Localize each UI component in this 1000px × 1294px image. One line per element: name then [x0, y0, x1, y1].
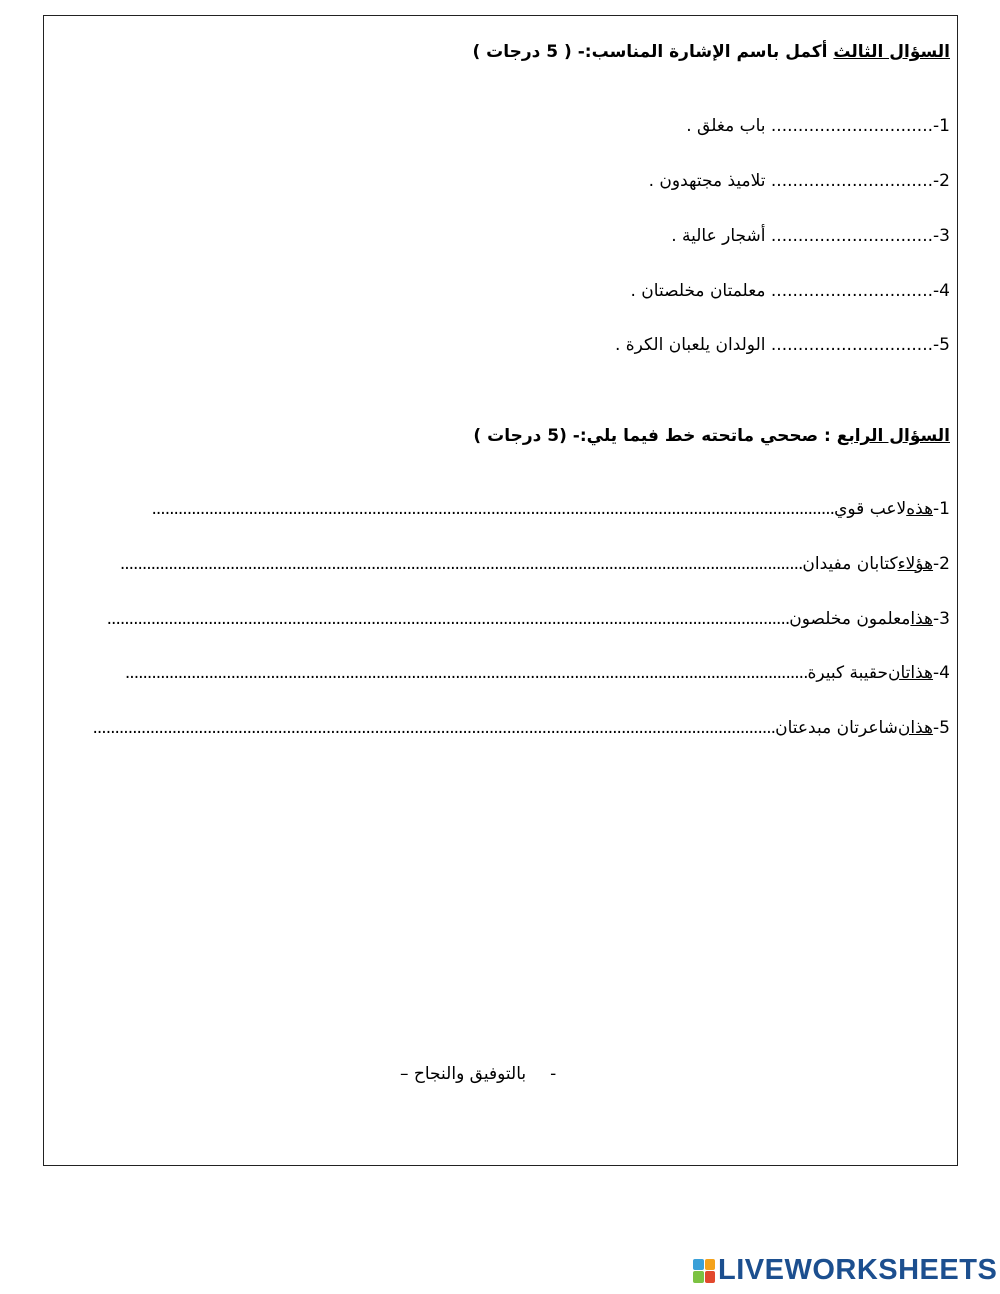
- liveworksheets-logo: [693, 1254, 997, 1287]
- q3-answer-blank[interactable]: ..............................: [770, 281, 934, 301]
- q3-item-text: أشجار عالية .: [671, 226, 771, 246]
- q3-item-1: [686, 114, 950, 138]
- q3-item-5: [615, 333, 950, 357]
- q3-item-number: 4-: [933, 281, 950, 301]
- q4-item-4: [56, 661, 950, 685]
- q4-item-1: [56, 497, 950, 521]
- q3-item-number: 5-: [933, 335, 950, 355]
- logo-square-icon: [693, 1271, 704, 1283]
- q4-item-3: [56, 607, 950, 631]
- logo-square-icon: [705, 1259, 716, 1271]
- q4-answer-blank[interactable]: ...........................................................................................................................................................: [151, 499, 835, 519]
- q4-answer-blank[interactable]: ...........................................................................................................................................................: [119, 554, 803, 574]
- q3-answer-blank[interactable]: ..............................: [770, 171, 934, 191]
- closing-note: [400, 1064, 556, 1084]
- q3-answer-blank[interactable]: ..............................: [770, 116, 934, 136]
- q3-item-4: [630, 279, 950, 303]
- logo-square-icon: [705, 1271, 716, 1283]
- closing-dash: -: [550, 1064, 557, 1084]
- q3-item-text: باب مغلق .: [686, 116, 771, 136]
- q4-answer-blank[interactable]: ...........................................................................................................................................................: [106, 609, 790, 629]
- question-4-label: السؤال الرابع: [836, 426, 950, 446]
- q4-answer-blank[interactable]: ...........................................................................................................................................................: [124, 663, 808, 683]
- q4-answer-blank[interactable]: ...........................................................................................................................................................: [92, 718, 776, 738]
- liveworksheets-mark-icon: [693, 1259, 715, 1283]
- logo-square-icon: [693, 1259, 704, 1271]
- q4-item-number: 2-: [933, 554, 950, 574]
- q4-item-text: شاعرتان مبدعتان: [775, 718, 898, 738]
- q4-underlined-word: هذا: [910, 609, 934, 629]
- closing-text: بالتوفيق والنجاح –: [400, 1064, 527, 1084]
- q4-item-text: معلمون مخلصون: [789, 609, 911, 629]
- q4-item-text: لاعب قوي: [834, 499, 907, 519]
- question-4-instruction: : صححي ماتحته خط فيما يلي:- (5 درجات ): [473, 426, 837, 446]
- q3-item-2: [649, 169, 950, 193]
- question-3-label: السؤال الثالث: [833, 42, 950, 62]
- q4-underlined-word: هذان: [897, 718, 934, 738]
- q4-item-number: 5-: [933, 718, 950, 738]
- brand-name: LIVEWORKSHEETS: [718, 1254, 998, 1286]
- q3-answer-blank[interactable]: ..............................: [770, 226, 934, 246]
- q3-item-text: تلاميذ مجتهدون .: [648, 171, 771, 191]
- q4-item-2: [56, 552, 950, 576]
- q4-item-text: حقيبة كبيرة: [807, 663, 889, 683]
- q4-item-number: 4-: [933, 663, 950, 683]
- q3-item-number: 2-: [933, 171, 950, 191]
- q4-item-number: 1-: [933, 499, 950, 519]
- question-3-instruction: أكمل باسم الإشارة المناسب:- ( 5 درجات ): [472, 42, 834, 62]
- q3-item-number: 1-: [933, 116, 950, 136]
- q4-underlined-word: هؤلاء: [897, 554, 934, 574]
- question-3-title: [472, 40, 950, 64]
- q3-item-text: الولدان يلعبان الكرة .: [614, 335, 771, 355]
- q4-item-5: [56, 716, 950, 740]
- q3-answer-blank[interactable]: ..............................: [770, 335, 934, 355]
- q3-item-3: [671, 224, 950, 248]
- q3-item-number: 3-: [933, 226, 950, 246]
- q4-underlined-word: هذاتان: [888, 663, 934, 683]
- q3-item-text: معلمتان مخلصتان .: [630, 281, 771, 301]
- question-4-title: [473, 424, 950, 448]
- q4-item-text: كتابان مفيدان: [802, 554, 898, 574]
- q4-underlined-word: هذه: [906, 499, 934, 519]
- q4-item-number: 3-: [933, 609, 950, 629]
